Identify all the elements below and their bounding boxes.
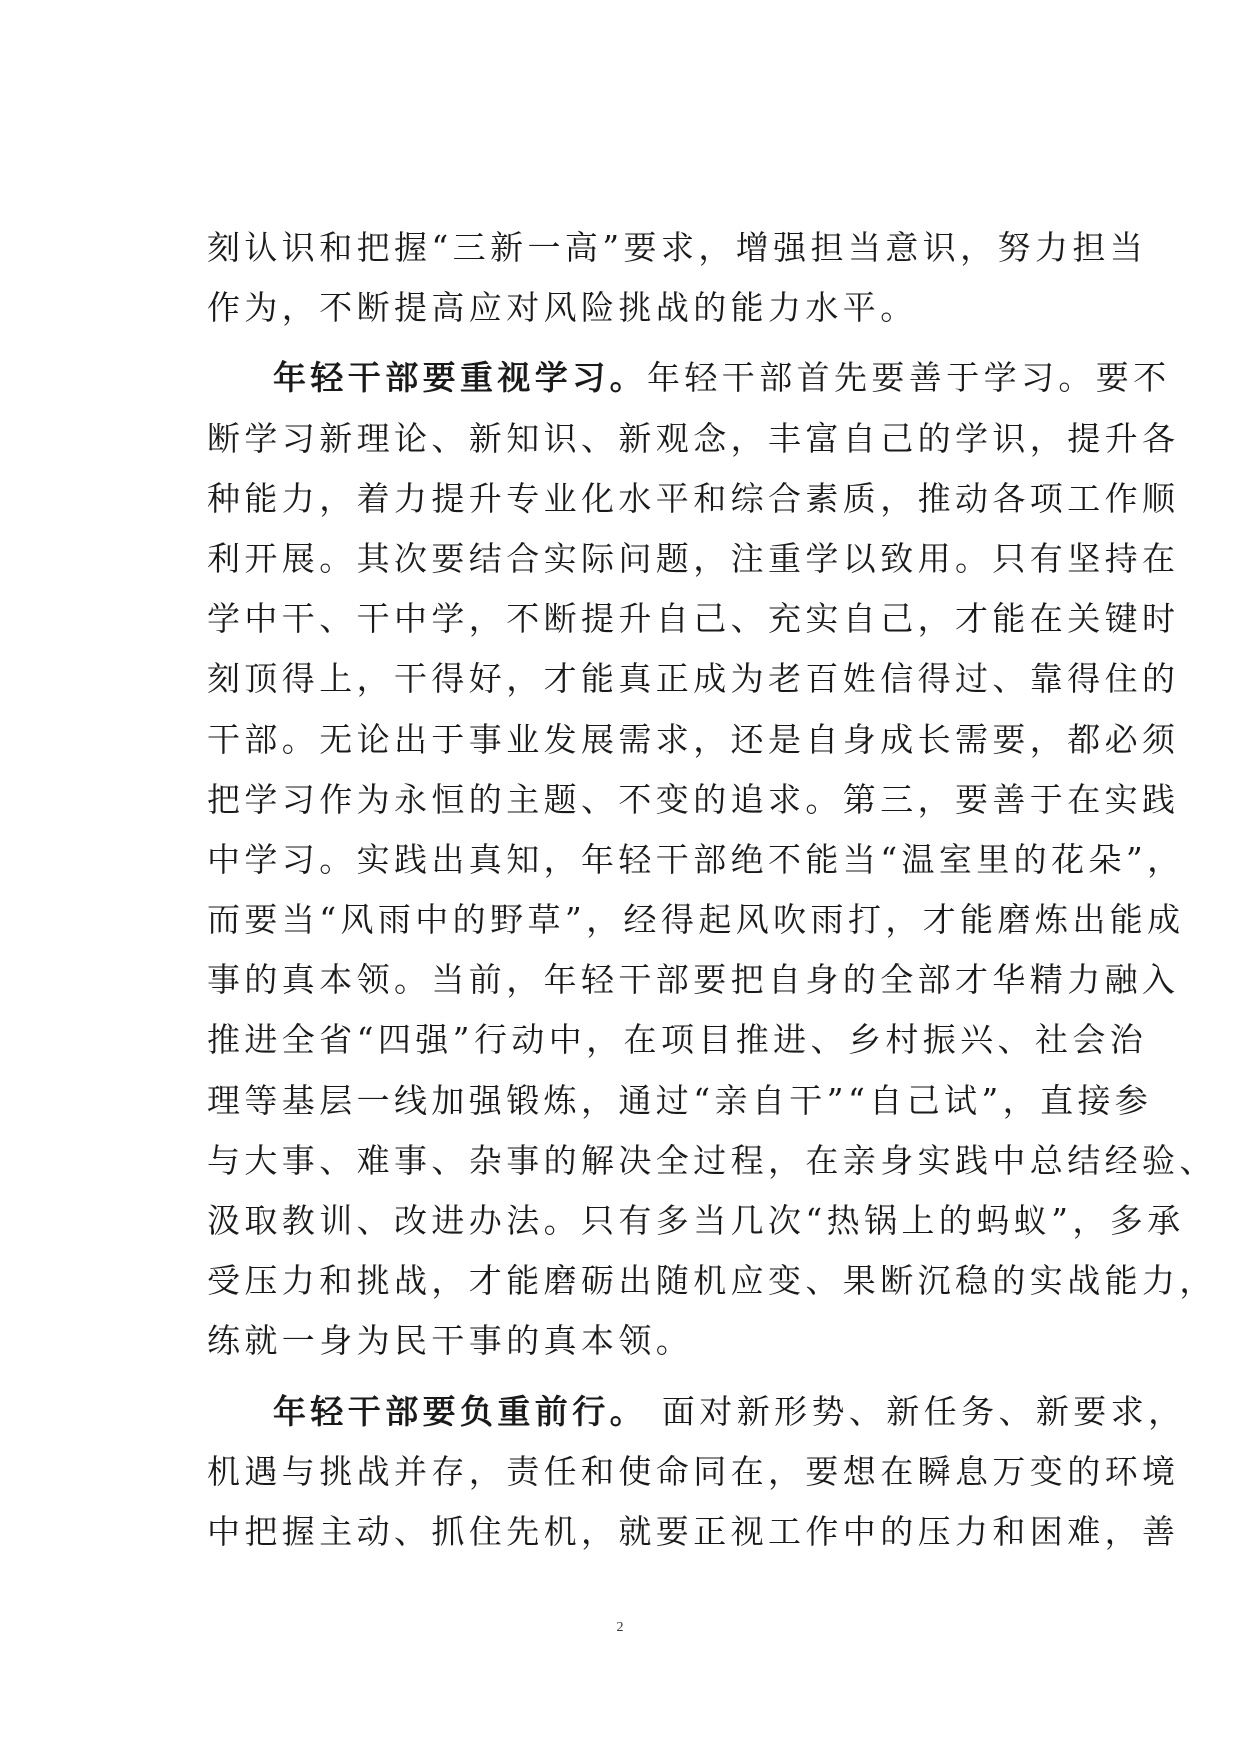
text-line: 机遇与挑战并存，责任和使命同在，要想在瞬息万变的环境 (207, 1451, 1180, 1491)
text-line: 种能力，着力提升专业化水平和综合素质，推动各项工作顺 (207, 478, 1180, 518)
text-run: 面对新形势、新任务、新要求， (647, 1391, 1186, 1431)
text-line: 与大事、难事、杂事的解决全过程，在亲身实践中总结经验、 (207, 1140, 1217, 1180)
text-line: 断学习新理论、新知识、新观念，丰富自己的学识，提升各 (207, 418, 1180, 458)
paragraph-3 (207, 1382, 1186, 1563)
text-line: 学中干、干中学，不断提升自己、充实自己，才能在关键时 (207, 599, 1180, 639)
text-line: 理等基层一线加强锻炼，通过“亲自干”“自己试”，直接参 (207, 1080, 1153, 1120)
text-line: 中学习。实践出真知，年轻干部绝不能当“温室里的花朵”， (207, 839, 1185, 879)
paragraph-2 (207, 348, 1217, 1371)
text-line (207, 1382, 1186, 1442)
text-line: 推进全省“四强”行动中，在项目推进、乡村振兴、社会治 (207, 1020, 1148, 1060)
text-line: 刻认识和把握“三新一高”要求，增强担当意识，努力担当 (207, 228, 1148, 267)
body-text (207, 218, 1217, 1562)
text-line: 受压力和挑战，才能磨砺出随机应变、果断沉稳的实战能力， (207, 1261, 1217, 1301)
text-line: 利开展。其次要结合实际问题，注重学以致用。只有坚持在 (207, 538, 1180, 578)
text-line: 练就一身为民干事的真本领。 (207, 1321, 694, 1361)
paragraph-1 (207, 218, 1148, 338)
text-line: 汲取教训、改进办法。只有多当几次“热锅上的蚂蚁”，多承 (207, 1201, 1185, 1240)
text-line: 中把握主动、抓住先机，就要正视工作中的压力和困难，善 (207, 1511, 1180, 1551)
text-line (207, 348, 1171, 408)
text-line: 干部。无论出于事业发展需求，还是自身成长需要，都必须 (207, 719, 1180, 759)
text-line: 把学习作为永恒的主题、不变的追求。第三，要善于在实践 (207, 779, 1180, 819)
text-run: 年轻干部首先要善于学习。要不 (647, 358, 1171, 398)
text-line: 事的真本领。当前，年轻干部要把自身的全部才华精力融入 (207, 960, 1180, 1000)
page-number: 2 (616, 1620, 624, 1635)
text-line: 作为，不断提高应对风险挑战的能力水平。 (207, 288, 918, 328)
paragraph-lead: 年轻干部要负重前行。 (273, 1391, 647, 1431)
text-line: 而要当“风雨中的野草”，经得起风吹雨打，才能磨炼出能成 (207, 900, 1185, 940)
text-line: 刻顶得上，干得好，才能真正成为老百姓信得过、靠得住的 (207, 659, 1180, 699)
paragraph-lead: 年轻干部要重视学习。 (273, 358, 647, 398)
